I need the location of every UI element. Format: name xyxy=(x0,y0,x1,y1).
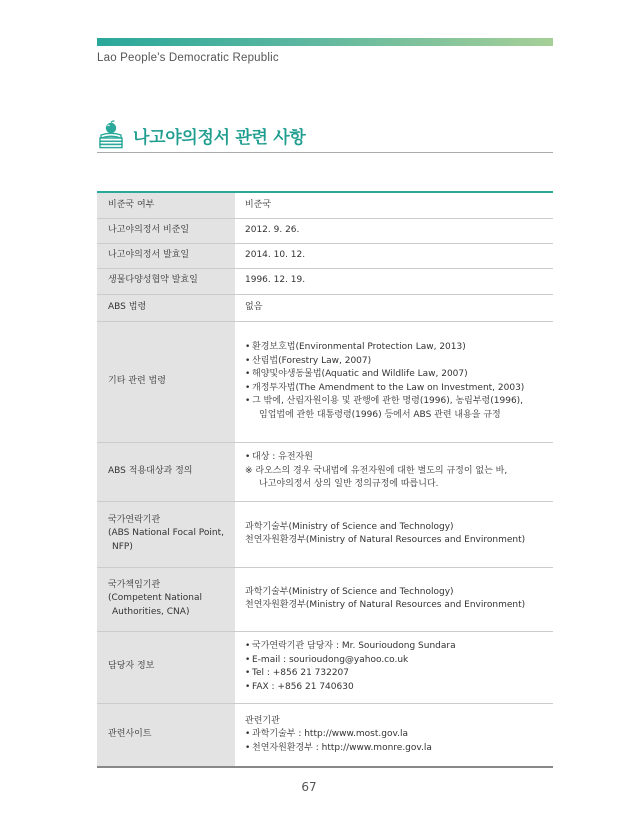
row-label: 기타 관련 법령 xyxy=(97,321,235,442)
table-row xyxy=(97,192,553,218)
note-line: ※ 라오스의 경우 국내법에 유전자원에 대한 별도의 규정이 없는 바, xyxy=(245,465,508,476)
table-row xyxy=(97,218,553,243)
row-label: ABS 적용대상과 정의 xyxy=(97,442,235,501)
list-item: • 환경보호법(Environmental Protection Law, 2013) xyxy=(245,341,543,355)
table-row xyxy=(97,631,553,703)
row-value: 비준국 xyxy=(235,192,553,218)
list-item: • E-mail : sourioudong@yahoo.co.uk xyxy=(245,654,543,668)
table-row xyxy=(97,501,553,567)
row-value: 없음 xyxy=(235,294,553,321)
list-item: • Tel : +856 21 732207 xyxy=(245,667,543,681)
book-apple-icon xyxy=(97,120,125,150)
table-row xyxy=(97,294,553,321)
table-row xyxy=(97,442,553,501)
site-list xyxy=(245,728,543,755)
row-label: 담당자 정보 xyxy=(97,631,235,703)
row-label: 나고야의정서 발효일 xyxy=(97,243,235,268)
running-header-country: Lao People's Democratic Republic xyxy=(97,52,279,64)
value-line: 천연자원환경부(Ministry of Natural Resources and Environment) xyxy=(245,535,526,545)
row-value xyxy=(235,501,553,567)
table-row xyxy=(97,243,553,268)
table-row xyxy=(97,703,553,767)
sites-heading: 관련기관 xyxy=(245,715,280,726)
row-label: 생물다양성협약 발효일 xyxy=(97,268,235,294)
list-item: • 그 밖에, 산림자원이용 및 관행에 관한 명령(1996), 농림부령(1996), xyxy=(245,395,543,409)
row-value xyxy=(235,442,553,501)
list-item: • 국가연락기관 담당자 : Mr. Sourioudong Sundara xyxy=(245,640,543,654)
row-label: 관련사이트 xyxy=(97,703,235,767)
section-title xyxy=(97,118,305,152)
site-link[interactable]: • 과학기술부 : http://www.most.gov.la xyxy=(245,728,543,742)
section-title-text: 나고야의정서 관련 사항 xyxy=(133,127,306,148)
list-item: • FAX : +856 21 740630 xyxy=(245,681,543,695)
row-value xyxy=(235,631,553,703)
value-line: 과학기술부(Ministry of Science and Technology) xyxy=(245,586,454,597)
law-list xyxy=(245,341,543,409)
list-item: • 산림법(Forestry Law, 2007) xyxy=(245,355,543,369)
table-row xyxy=(97,567,553,631)
label-line: (Competent National xyxy=(108,593,202,604)
row-value xyxy=(235,703,553,767)
row-value: 1996. 12. 19. xyxy=(235,268,553,294)
list-item: • 해양및야생동물법(Aquatic and Wildlife Law, 2007) xyxy=(245,368,543,382)
row-label: 비준국 여부 xyxy=(97,192,235,218)
list-continuation: 임업법에 관한 대통령령(1996) 등에서 ABS 관련 내용을 규정 xyxy=(259,409,501,420)
label-line: Authorities, CNA) xyxy=(112,606,190,617)
site-link[interactable]: • 천연자원환경부 : http://www.monre.gov.la xyxy=(245,742,543,756)
scope-list xyxy=(245,451,543,465)
row-label: 나고야의정서 비준일 xyxy=(97,218,235,243)
row-value: 2012. 9. 26. xyxy=(235,218,553,243)
list-item: • 개정투자법(The Amendment to the Law on Investment, 2003) xyxy=(245,382,543,396)
label-line: 국가책임기관 xyxy=(108,579,161,590)
value-line: 천연자원환경부(Ministry of Natural Resources and Environment) xyxy=(245,600,526,610)
table-row xyxy=(97,268,553,294)
row-value xyxy=(235,567,553,631)
row-label: ABS 법령 xyxy=(97,294,235,321)
header-accent-bar xyxy=(97,38,553,46)
value-line: 과학기술부(Ministry of Science and Technology) xyxy=(245,521,454,532)
row-value xyxy=(235,321,553,442)
label-line: 국가연락기관 xyxy=(108,514,161,525)
row-label xyxy=(97,501,235,567)
label-line: NFP) xyxy=(112,541,133,552)
page-number: 67 xyxy=(301,780,317,794)
label-line: (ABS National Focal Point, xyxy=(108,528,225,539)
contact-list xyxy=(245,640,543,694)
list-item: • 대상 : 유전자원 xyxy=(245,451,543,465)
row-value: 2014. 10. 12. xyxy=(235,243,553,268)
title-divider xyxy=(97,152,553,153)
info-table xyxy=(97,191,553,768)
note-line: 나고야의정서 상의 일반 정의규정에 따릅니다. xyxy=(259,479,439,490)
table-row xyxy=(97,321,553,442)
row-label xyxy=(97,567,235,631)
